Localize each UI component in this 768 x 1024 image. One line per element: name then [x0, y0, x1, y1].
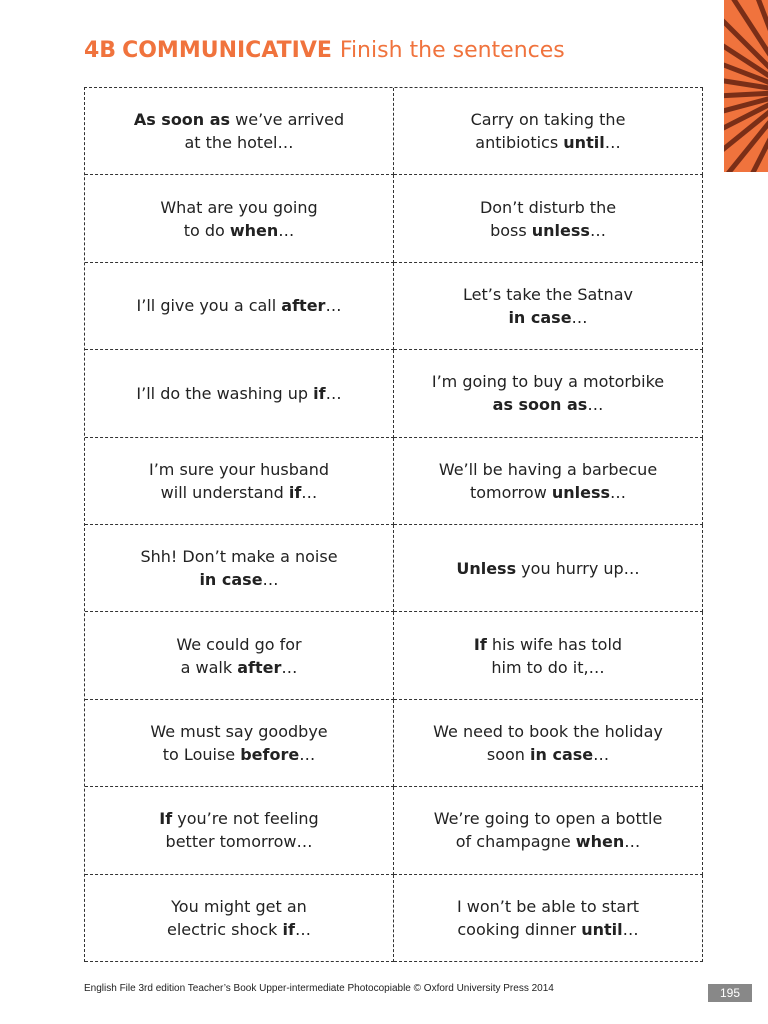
connector-word: until	[563, 133, 605, 153]
sentence-text: You might get an	[171, 896, 307, 916]
sentence-line	[471, 108, 626, 131]
footer-credit	[84, 983, 554, 994]
connector-word: as soon as	[492, 395, 588, 415]
connector-word: after	[237, 657, 282, 677]
connector-word: Unless	[456, 558, 517, 578]
sentence-card	[394, 263, 703, 350]
sentence-text: Carry on taking the	[470, 110, 626, 130]
sentence-card	[394, 700, 703, 787]
sentence-card	[394, 612, 703, 699]
activity-type: COMMUNICATIVE	[122, 38, 332, 63]
sentence-text: antibiotics	[475, 133, 564, 153]
sentence-line	[457, 918, 639, 941]
sentence-text: of champagne	[455, 832, 576, 852]
sentence-text: …	[622, 919, 639, 939]
sentence-card	[394, 525, 703, 612]
sentence-card	[85, 438, 394, 525]
sentence-line	[433, 720, 663, 743]
sentence-text: I’m sure your husband	[148, 459, 330, 479]
sentence-text: boss	[490, 220, 532, 240]
connector-word: unless	[531, 220, 590, 240]
activity-subtitle: Finish the sentences	[339, 38, 565, 63]
sentence-card	[85, 612, 394, 699]
sentence-line	[439, 458, 657, 481]
sentence-line	[160, 196, 317, 219]
sentence-text: …	[604, 133, 621, 153]
sentence-text: …	[571, 307, 588, 327]
sentence-line	[137, 294, 342, 317]
sentence-card	[85, 875, 394, 962]
sentence-text: to do	[183, 220, 230, 240]
sentence-line	[150, 743, 327, 766]
sentence-line	[456, 557, 639, 580]
sentence-card	[85, 350, 394, 437]
sentence-text: electric shock	[167, 919, 283, 939]
sentence-card	[85, 175, 394, 262]
sentence-text: I won’t be able to start	[456, 896, 640, 916]
connector-word: As soon as	[133, 110, 231, 130]
sentence-text: Shh! Don’t make a noise	[140, 547, 338, 567]
sentence-text: cooking dinner	[457, 919, 582, 939]
sentence-line	[434, 830, 663, 853]
connector-word: unless	[551, 482, 611, 502]
sentence-line	[463, 283, 633, 306]
sentence-text: …	[299, 744, 316, 764]
sentence-card	[85, 88, 394, 175]
sentence-line	[433, 743, 663, 766]
sentence-line	[176, 656, 301, 679]
connector-word: in case	[508, 307, 572, 327]
sentence-text: a walk	[180, 657, 238, 677]
sentence-text: I’ll do the washing up	[136, 383, 314, 403]
sentence-card	[85, 700, 394, 787]
sentence-line	[150, 720, 327, 743]
sentence-line	[159, 807, 318, 830]
sentence-text: soon	[486, 744, 531, 764]
sentence-text: …	[278, 220, 295, 240]
sentence-text: his wife has told	[486, 634, 623, 654]
sentence-card	[85, 525, 394, 612]
sentence-line	[140, 568, 337, 591]
sentence-line	[474, 633, 622, 656]
sentence-text: We’re going to open a bottle	[433, 809, 663, 829]
sentence-text: …	[281, 657, 298, 677]
sentence-text: We’ll be having a barbecue	[438, 459, 658, 479]
connector-word: if	[282, 919, 295, 939]
sentence-text: …	[593, 744, 610, 764]
connector-word: until	[581, 919, 623, 939]
sentence-text: …	[262, 570, 279, 590]
sentence-text: to Louise	[162, 744, 241, 764]
sentence-line	[167, 895, 311, 918]
sentence-line	[474, 656, 622, 679]
sentence-text: Let’s take the Satnav	[463, 284, 633, 304]
sentence-text: we’ve arrived	[230, 110, 345, 130]
connector-word: if	[313, 383, 326, 403]
sentence-text: you’re not feeling	[172, 809, 319, 829]
sentence-line	[134, 131, 344, 154]
connector-word: before	[240, 744, 300, 764]
sentence-text: What are you going	[160, 197, 318, 217]
sentence-text: …	[624, 832, 641, 852]
sentence-line	[480, 219, 616, 242]
sentence-text: …	[587, 395, 604, 415]
sentence-line	[167, 918, 311, 941]
sentence-text: tomorrow	[469, 482, 552, 502]
sentence-text: you hurry up…	[516, 558, 640, 578]
sentence-line	[134, 108, 344, 131]
sentence-text: I’m going to buy a motorbike	[431, 372, 665, 392]
sentence-card	[394, 438, 703, 525]
connector-word: when	[229, 220, 279, 240]
sentence-line	[149, 458, 329, 481]
sentence-line	[159, 830, 318, 853]
sentence-text: …	[589, 220, 606, 240]
connector-word: If	[159, 809, 173, 829]
sentence-text: better tomorrow…	[165, 832, 313, 852]
footer-copyright: Photocopiable © Oxford University Press 2014	[344, 983, 554, 994]
sentence-line	[136, 382, 341, 405]
sentence-text: …	[610, 482, 627, 502]
sentence-card-grid	[84, 87, 703, 962]
sentence-text: Don’t disturb the	[479, 197, 617, 217]
sentence-line	[160, 219, 317, 242]
sentence-line	[439, 481, 657, 504]
sentence-line	[432, 370, 664, 393]
page-number: 195	[708, 984, 752, 1002]
sentence-text: …	[301, 482, 318, 502]
sentence-card	[394, 175, 703, 262]
sentence-line	[434, 807, 663, 830]
sentence-line	[176, 633, 301, 656]
sentence-card	[394, 88, 703, 175]
connector-word: in case	[530, 744, 594, 764]
sentence-line	[471, 131, 626, 154]
sentence-text: We need to book the holiday	[433, 721, 663, 741]
sentence-line	[457, 895, 639, 918]
connector-word: If	[473, 634, 487, 654]
sentence-text: I’ll give you a call	[136, 296, 282, 316]
sentence-line	[480, 196, 616, 219]
sentence-line	[140, 545, 337, 568]
connector-word: in case	[199, 570, 263, 590]
sentence-text: …	[325, 296, 342, 316]
connector-word: after	[281, 296, 326, 316]
sentence-card	[394, 875, 703, 962]
sentence-card	[85, 263, 394, 350]
sentence-text: at the hotel…	[184, 133, 294, 153]
footer-book-title: English File 3rd edition Teacher’s Book Upper-intermediate	[84, 983, 345, 994]
sentence-card	[394, 350, 703, 437]
sentence-text: …	[294, 919, 311, 939]
page-title	[84, 37, 565, 65]
sentence-text: We could go for	[176, 634, 302, 654]
unit-code: 4B	[84, 38, 117, 63]
sentence-card	[394, 787, 703, 874]
sentence-line	[463, 306, 633, 329]
sentence-card	[85, 787, 394, 874]
sentence-text: will understand	[160, 482, 289, 502]
connector-word: if	[288, 482, 302, 502]
sentence-text: …	[325, 383, 342, 403]
sentence-line	[149, 481, 329, 504]
sentence-text: him to do it,…	[491, 657, 605, 677]
sentence-line	[432, 393, 664, 416]
sentence-text: We must say goodbye	[150, 721, 328, 741]
connector-word: when	[575, 832, 625, 852]
sunburst-decoration-icon	[724, 0, 768, 172]
